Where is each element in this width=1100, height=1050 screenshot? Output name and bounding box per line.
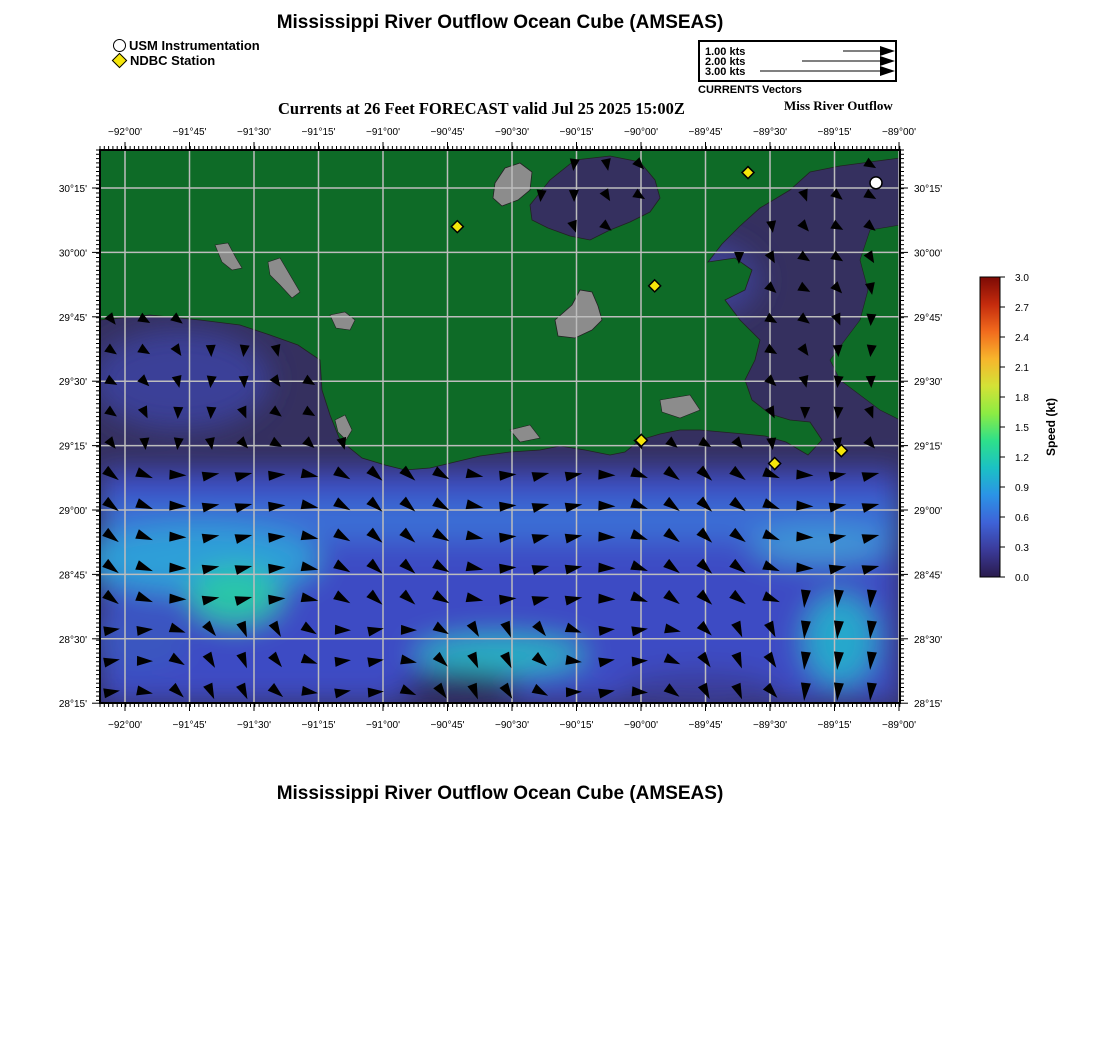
lon-label-top: −91°00' <box>366 127 400 138</box>
main-title: Mississippi River Outflow Ocean Cube (AMSEAS) <box>276 12 724 33</box>
lon-labels-top <box>108 127 916 138</box>
lon-label-top: −90°45' <box>430 127 465 138</box>
map-canvas <box>80 150 900 710</box>
lat-label-left: 28°15' <box>58 699 87 711</box>
lon-label-bottom: −90°15' <box>559 720 594 731</box>
lon-labels-bottom <box>108 720 916 731</box>
lon-label-bottom: −89°30' <box>753 720 787 731</box>
colorbar-tick-label: 1.8 <box>1015 393 1029 404</box>
lon-label-top: −90°30' <box>495 127 529 138</box>
colorbar-scale <box>980 277 1000 577</box>
legend-ndbc-label: NDBC Station <box>130 53 216 68</box>
lat-label-left: 30°00' <box>58 248 87 260</box>
lon-label-top: −89°30' <box>753 127 787 138</box>
legend-usm-label: USM Instrumentation <box>129 38 260 53</box>
lat-label-left: 30°15' <box>58 184 87 195</box>
colorbar-tick-label: 1.5 <box>1015 423 1029 434</box>
lon-label-bottom: −92°00' <box>108 720 142 731</box>
lat-label-left: 29°15' <box>58 441 87 453</box>
lon-label-top: −92°00' <box>108 127 142 138</box>
lat-label-left: 28°45' <box>58 570 87 582</box>
vector-key-row-1: 1.00 kts <box>705 46 746 58</box>
lon-label-top: −91°30' <box>237 127 271 138</box>
lat-labels-right <box>914 184 942 710</box>
colorbar-tick-label: 2.4 <box>1015 333 1029 344</box>
lon-label-bottom: −90°00' <box>624 720 658 731</box>
usm-station-marker <box>870 177 882 189</box>
lat-label-left: 29°30' <box>58 377 87 389</box>
colorbar-ticks <box>1000 273 1029 584</box>
lat-label-right: 29°30' <box>914 377 943 389</box>
bottom-title: Mississippi River Outflow Ocean Cube (AMSEAS) <box>276 783 724 804</box>
lon-label-top: −89°45' <box>688 127 723 138</box>
colorbar-tick-label: 0.9 <box>1015 483 1029 494</box>
lat-label-left: 29°45' <box>58 312 87 324</box>
lon-label-top: −89°00' <box>882 127 916 138</box>
lon-label-bottom: −91°00' <box>366 720 400 731</box>
colorbar-tick-label: 0.6 <box>1015 513 1029 524</box>
colorbar-tick-label: 3.0 <box>1015 273 1029 284</box>
colorbar-label: Speed (kt) <box>1044 397 1058 457</box>
lon-label-bottom: −91°30' <box>237 720 271 731</box>
lon-label-bottom: −89°00' <box>882 720 916 731</box>
lon-label-top: −89°15' <box>817 127 852 138</box>
lat-label-right: 30°15' <box>914 184 943 195</box>
lat-label-right: 29°45' <box>914 312 943 324</box>
colorbar-tick-label: 2.7 <box>1015 303 1029 314</box>
lon-label-bottom: −90°30' <box>495 720 529 731</box>
lon-label-top: −90°00' <box>624 127 658 138</box>
lat-label-right: 28°15' <box>914 699 943 711</box>
vector-key-row-2: 2.00 kts <box>705 56 746 68</box>
colorbar-tick-label: 1.2 <box>1015 453 1029 464</box>
vector-key-row-3: 3.00 kts <box>705 66 746 78</box>
lat-label-right: 28°30' <box>914 634 943 646</box>
lon-label-bottom: −91°45' <box>172 720 207 731</box>
lat-label-right: 29°00' <box>914 506 943 517</box>
lat-labels-left <box>59 184 87 710</box>
lat-label-right: 28°45' <box>914 570 943 582</box>
lon-label-bottom: −91°15' <box>301 720 336 731</box>
lat-label-left: 29°00' <box>58 506 87 517</box>
lon-label-top: −91°45' <box>172 127 207 138</box>
lat-label-right: 30°00' <box>914 248 943 260</box>
colorbar-tick-label: 0.3 <box>1015 543 1029 554</box>
lon-label-bottom: −90°45' <box>430 720 465 731</box>
vector-key-caption: CURRENTS Vectors <box>698 84 802 96</box>
lat-label-right: 29°15' <box>914 441 943 453</box>
colorbar-tick-label: 0.0 <box>1015 573 1029 584</box>
lat-label-left: 28°30' <box>58 634 87 646</box>
lon-label-bottom: −89°15' <box>817 720 852 731</box>
region-label: Miss River Outflow <box>784 98 893 113</box>
lon-label-top: −91°15' <box>301 127 336 138</box>
lon-label-top: −90°15' <box>559 127 594 138</box>
colorbar <box>980 273 1058 584</box>
map-subtitle: Currents at 26 Feet FORECAST valid Jul 25 2025 15:00Z <box>278 99 685 118</box>
colorbar-tick-label: 2.1 <box>1015 363 1029 374</box>
lon-label-bottom: −89°45' <box>688 720 723 731</box>
